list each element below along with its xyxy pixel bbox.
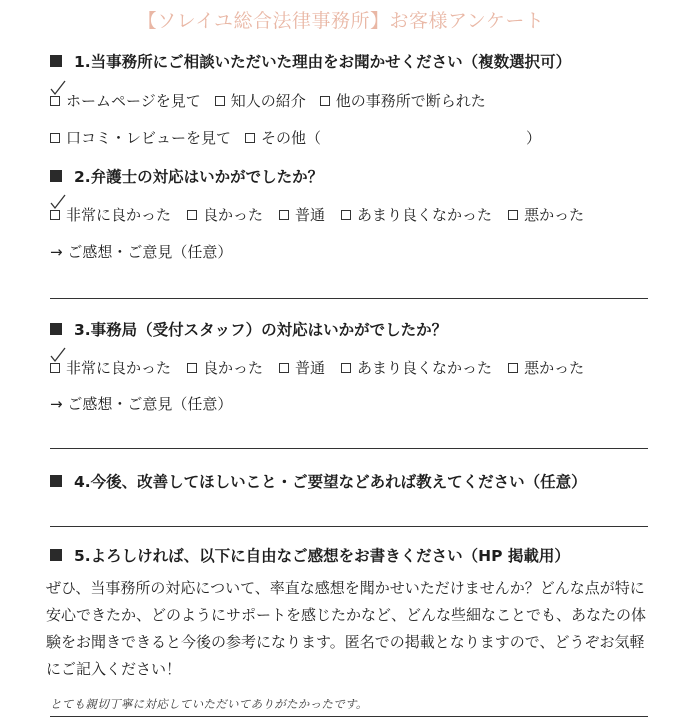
q2-option-label: 良かった: [203, 206, 264, 224]
q2-option-very-good[interactable]: [50, 204, 171, 225]
checkbox-icon[interactable]: [187, 363, 197, 373]
q2-option-bad[interactable]: [508, 204, 584, 225]
handwritten-answer: とても親切丁寧に対応していただいてありがたかったです。: [50, 697, 368, 711]
q2-option-label: あまり良くなかった: [357, 206, 493, 224]
q2-comment-label: → ご感想・ご意見（任意）: [50, 243, 233, 261]
question-4-text: 4.今後、改善してほしいこと・ご要望などあれば教えてください（任意）: [74, 473, 587, 491]
checkbox-icon[interactable]: [508, 210, 518, 220]
square-bullet-icon: [50, 549, 62, 561]
checkbox-icon[interactable]: [320, 96, 330, 106]
q3-option-very-good[interactable]: [50, 357, 171, 378]
q2-option-average[interactable]: [279, 204, 325, 225]
checkbox-icon[interactable]: [215, 96, 225, 106]
question-4-heading: [50, 470, 587, 492]
q3-option-label: あまり良くなかった: [357, 359, 493, 377]
q3-option-average[interactable]: [279, 357, 325, 378]
q3-option-label: 普通: [295, 359, 326, 377]
q1-option-label: 他の事務所で断られた: [335, 92, 486, 110]
question-1-options-row-2: [50, 127, 541, 148]
q2-option-label: 悪かった: [524, 206, 585, 224]
q3-comment-line[interactable]: [50, 448, 648, 449]
question-1-heading: [50, 50, 571, 72]
question-3-heading: [50, 318, 447, 340]
checkbox-icon[interactable]: [341, 210, 351, 220]
q1-option-label: 口コミ・レビューを見て: [66, 129, 232, 147]
checkbox-icon[interactable]: [508, 363, 518, 373]
q3-option-good[interactable]: [187, 357, 263, 378]
checkbox-icon[interactable]: [279, 363, 289, 373]
q3-comment-label: → ご感想・ご意見（任意）: [50, 395, 233, 413]
question-5-heading: [50, 544, 570, 566]
q1-option-other[interactable]: [245, 127, 321, 148]
q2-option-label: 非常に良かった: [66, 206, 172, 224]
square-bullet-icon: [50, 323, 62, 335]
question-3-text: 3.事務局（受付スタッフ）の対応はいかがでしたか？: [74, 321, 448, 339]
checkbox-icon[interactable]: [341, 363, 351, 373]
q1-option-referral[interactable]: [215, 90, 306, 111]
checkbox-icon[interactable]: [245, 133, 255, 143]
checkbox-icon[interactable]: [50, 133, 60, 143]
question-5-text: 5.よろしければ、以下に自由なご感想をお書きください（HP 掲載用）: [74, 547, 570, 565]
q3-option-not-good[interactable]: [341, 357, 492, 378]
question-1-options-row-1: [50, 90, 486, 111]
question-2-text: 2.弁護士の対応はいかがでしたか？: [74, 168, 324, 186]
checkbox-icon[interactable]: [279, 210, 289, 220]
checkbox-icon[interactable]: [50, 96, 60, 106]
q4-answer-line[interactable]: [50, 526, 648, 527]
square-bullet-icon: [50, 55, 62, 67]
q1-option-label: その他（: [261, 129, 322, 147]
question-5-instructions: ぜひ、当事務所の対応について、率直な感想を聞かせいただけませんか？どんな点が特に安心できたか、どのようにサポートを感じたかなど、どんな些細なことでも、あなたの体験をお聞きできると今後の参考になります。匿名での掲載となりますので、どうぞお気軽にご記入ください！: [46, 579, 647, 678]
q2-option-good[interactable]: [187, 204, 263, 225]
q3-option-label: 良かった: [203, 359, 264, 377]
q1-option-label: ホームページを見て: [66, 92, 201, 110]
question-2-options: [50, 204, 584, 225]
q1-other-close-paren: ）: [526, 129, 542, 147]
q2-comment-line[interactable]: [50, 298, 648, 299]
q2-option-not-good[interactable]: [341, 204, 492, 225]
q1-option-refused[interactable]: [320, 90, 486, 111]
q3-option-bad[interactable]: [508, 357, 584, 378]
q3-option-label: 悪かった: [524, 359, 585, 377]
question-1-text: 1.当事務所にご相談いただいた理由をお聞かせください（複数選択可）: [74, 53, 572, 71]
square-bullet-icon: [50, 475, 62, 487]
checkbox-icon[interactable]: [50, 210, 60, 220]
square-bullet-icon: [50, 170, 62, 182]
q2-option-label: 普通: [295, 206, 326, 224]
q1-option-homepage[interactable]: [50, 90, 201, 111]
question-3-options: [50, 357, 584, 378]
q1-option-label: 知人の紹介: [230, 92, 306, 110]
checkbox-icon[interactable]: [187, 210, 197, 220]
q5-answer-line[interactable]: [50, 716, 648, 717]
question-2-heading: [50, 165, 323, 187]
checkbox-icon[interactable]: [50, 363, 60, 373]
q1-option-reviews[interactable]: [50, 127, 231, 148]
survey-title: 【ソレイユ総合法律事務所】お客様アンケート: [137, 10, 545, 32]
q3-option-label: 非常に良かった: [66, 359, 172, 377]
